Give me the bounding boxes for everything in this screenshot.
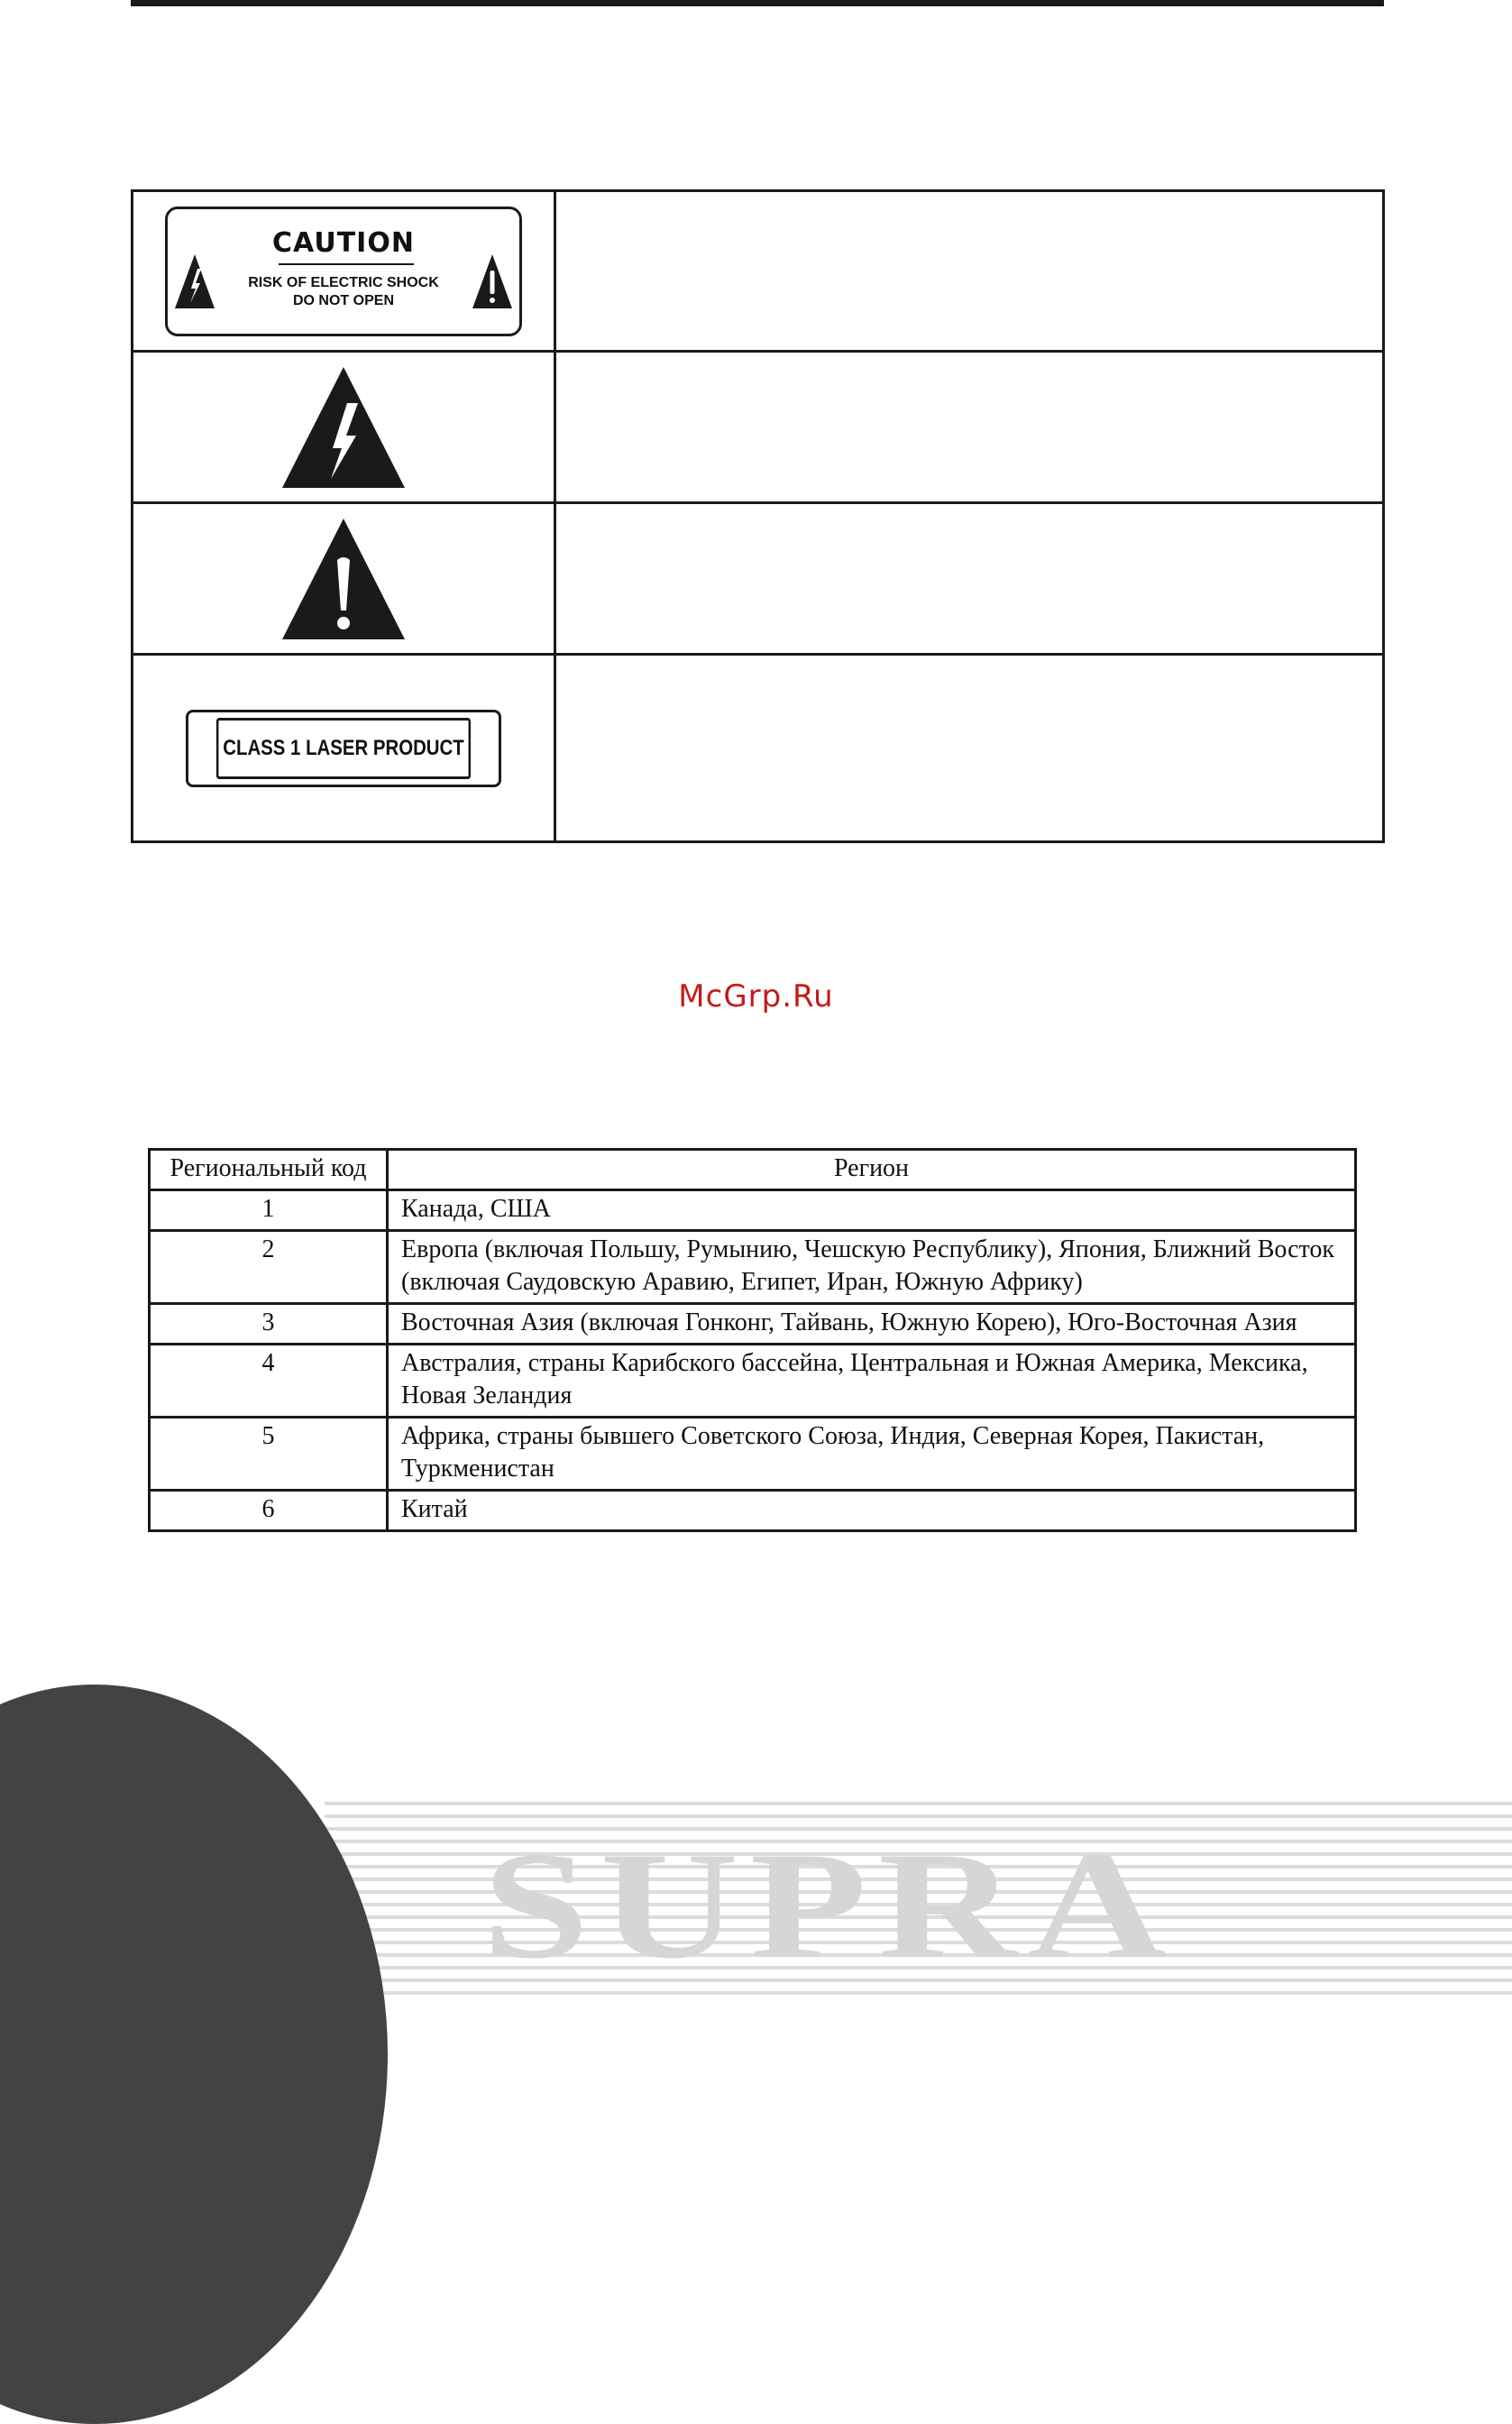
region-cell: Европа (включая Польшу, Румынию, Чешскую Республику), Япония, Ближний Восток (включая Саудовскую Аравию, Египет, Иран, Южную Африку) xyxy=(388,1231,1356,1304)
region-code-table xyxy=(148,1148,1357,1532)
text-cell-lightning xyxy=(556,353,1382,501)
caution-rule xyxy=(279,263,414,265)
region-code-cell: 1 xyxy=(150,1190,388,1231)
table-row xyxy=(150,1304,1356,1345)
lightning-warning-icon xyxy=(280,365,407,490)
region-code-cell: 5 xyxy=(150,1418,388,1491)
region-cell: Канада, США xyxy=(388,1190,1356,1231)
caution-title: CAUTION xyxy=(272,226,415,259)
region-cell: Восточная Азия (включая Гонконг, Тайвань, Южную Корею), Юго-Восточная Азия xyxy=(388,1304,1356,1345)
exclamation-warning-icon xyxy=(280,517,407,641)
region-cell: Африка, страны бывшего Советского Союза, Индия, Северная Корея, Пакистан, Туркменистан xyxy=(388,1418,1356,1491)
symbol-cell xyxy=(133,656,554,840)
supra-brand-logo: SUPRA xyxy=(482,1821,1178,1990)
table-row xyxy=(150,1231,1356,1304)
region-cell: Австралия, страны Карибского бассейна, Центральная и Южная Америка, Мексика, Новая Зеландия xyxy=(388,1345,1356,1418)
region-code-cell: 3 xyxy=(150,1304,388,1345)
region-cell: Китай xyxy=(388,1491,1356,1531)
top-rule xyxy=(131,0,1384,6)
region-code-cell: 4 xyxy=(150,1345,388,1418)
header-region: Регион xyxy=(388,1150,1356,1190)
text-cell-exclamation xyxy=(556,504,1382,653)
exclamation-mini-icon xyxy=(471,252,514,310)
footer-dark-shape xyxy=(0,1685,388,2424)
symbol-cell xyxy=(133,192,554,350)
region-code-cell: 2 xyxy=(150,1231,388,1304)
safety-row-caution xyxy=(133,192,1382,353)
caution-label-icon xyxy=(165,207,522,336)
table-row xyxy=(150,1190,1356,1231)
symbol-cell xyxy=(133,353,554,501)
safety-row-lightning xyxy=(133,353,1382,504)
laser-label-icon xyxy=(186,710,501,787)
caution-line-1: RISK OF ELECTRIC SHOCK xyxy=(248,274,439,290)
symbol-cell xyxy=(133,504,554,653)
caution-subtitle xyxy=(222,274,465,310)
region-code-cell: 6 xyxy=(150,1491,388,1531)
caution-line-2: DO NOT OPEN xyxy=(292,292,394,308)
table-row xyxy=(150,1345,1356,1418)
text-cell-caution xyxy=(556,192,1382,350)
safety-row-exclamation xyxy=(133,504,1382,656)
safety-row-laser xyxy=(133,656,1382,840)
safety-symbols-table xyxy=(131,189,1385,843)
lightning-mini-icon xyxy=(173,252,216,310)
laser-label-text: CLASS 1 LASER PRODUCT xyxy=(216,718,471,779)
table-header-row xyxy=(150,1150,1356,1190)
table-row xyxy=(150,1418,1356,1491)
text-cell-laser xyxy=(556,656,1382,840)
watermark-text: McGrp.Ru xyxy=(678,978,834,1015)
table-row xyxy=(150,1491,1356,1531)
header-region-code: Региональный код xyxy=(150,1150,388,1190)
